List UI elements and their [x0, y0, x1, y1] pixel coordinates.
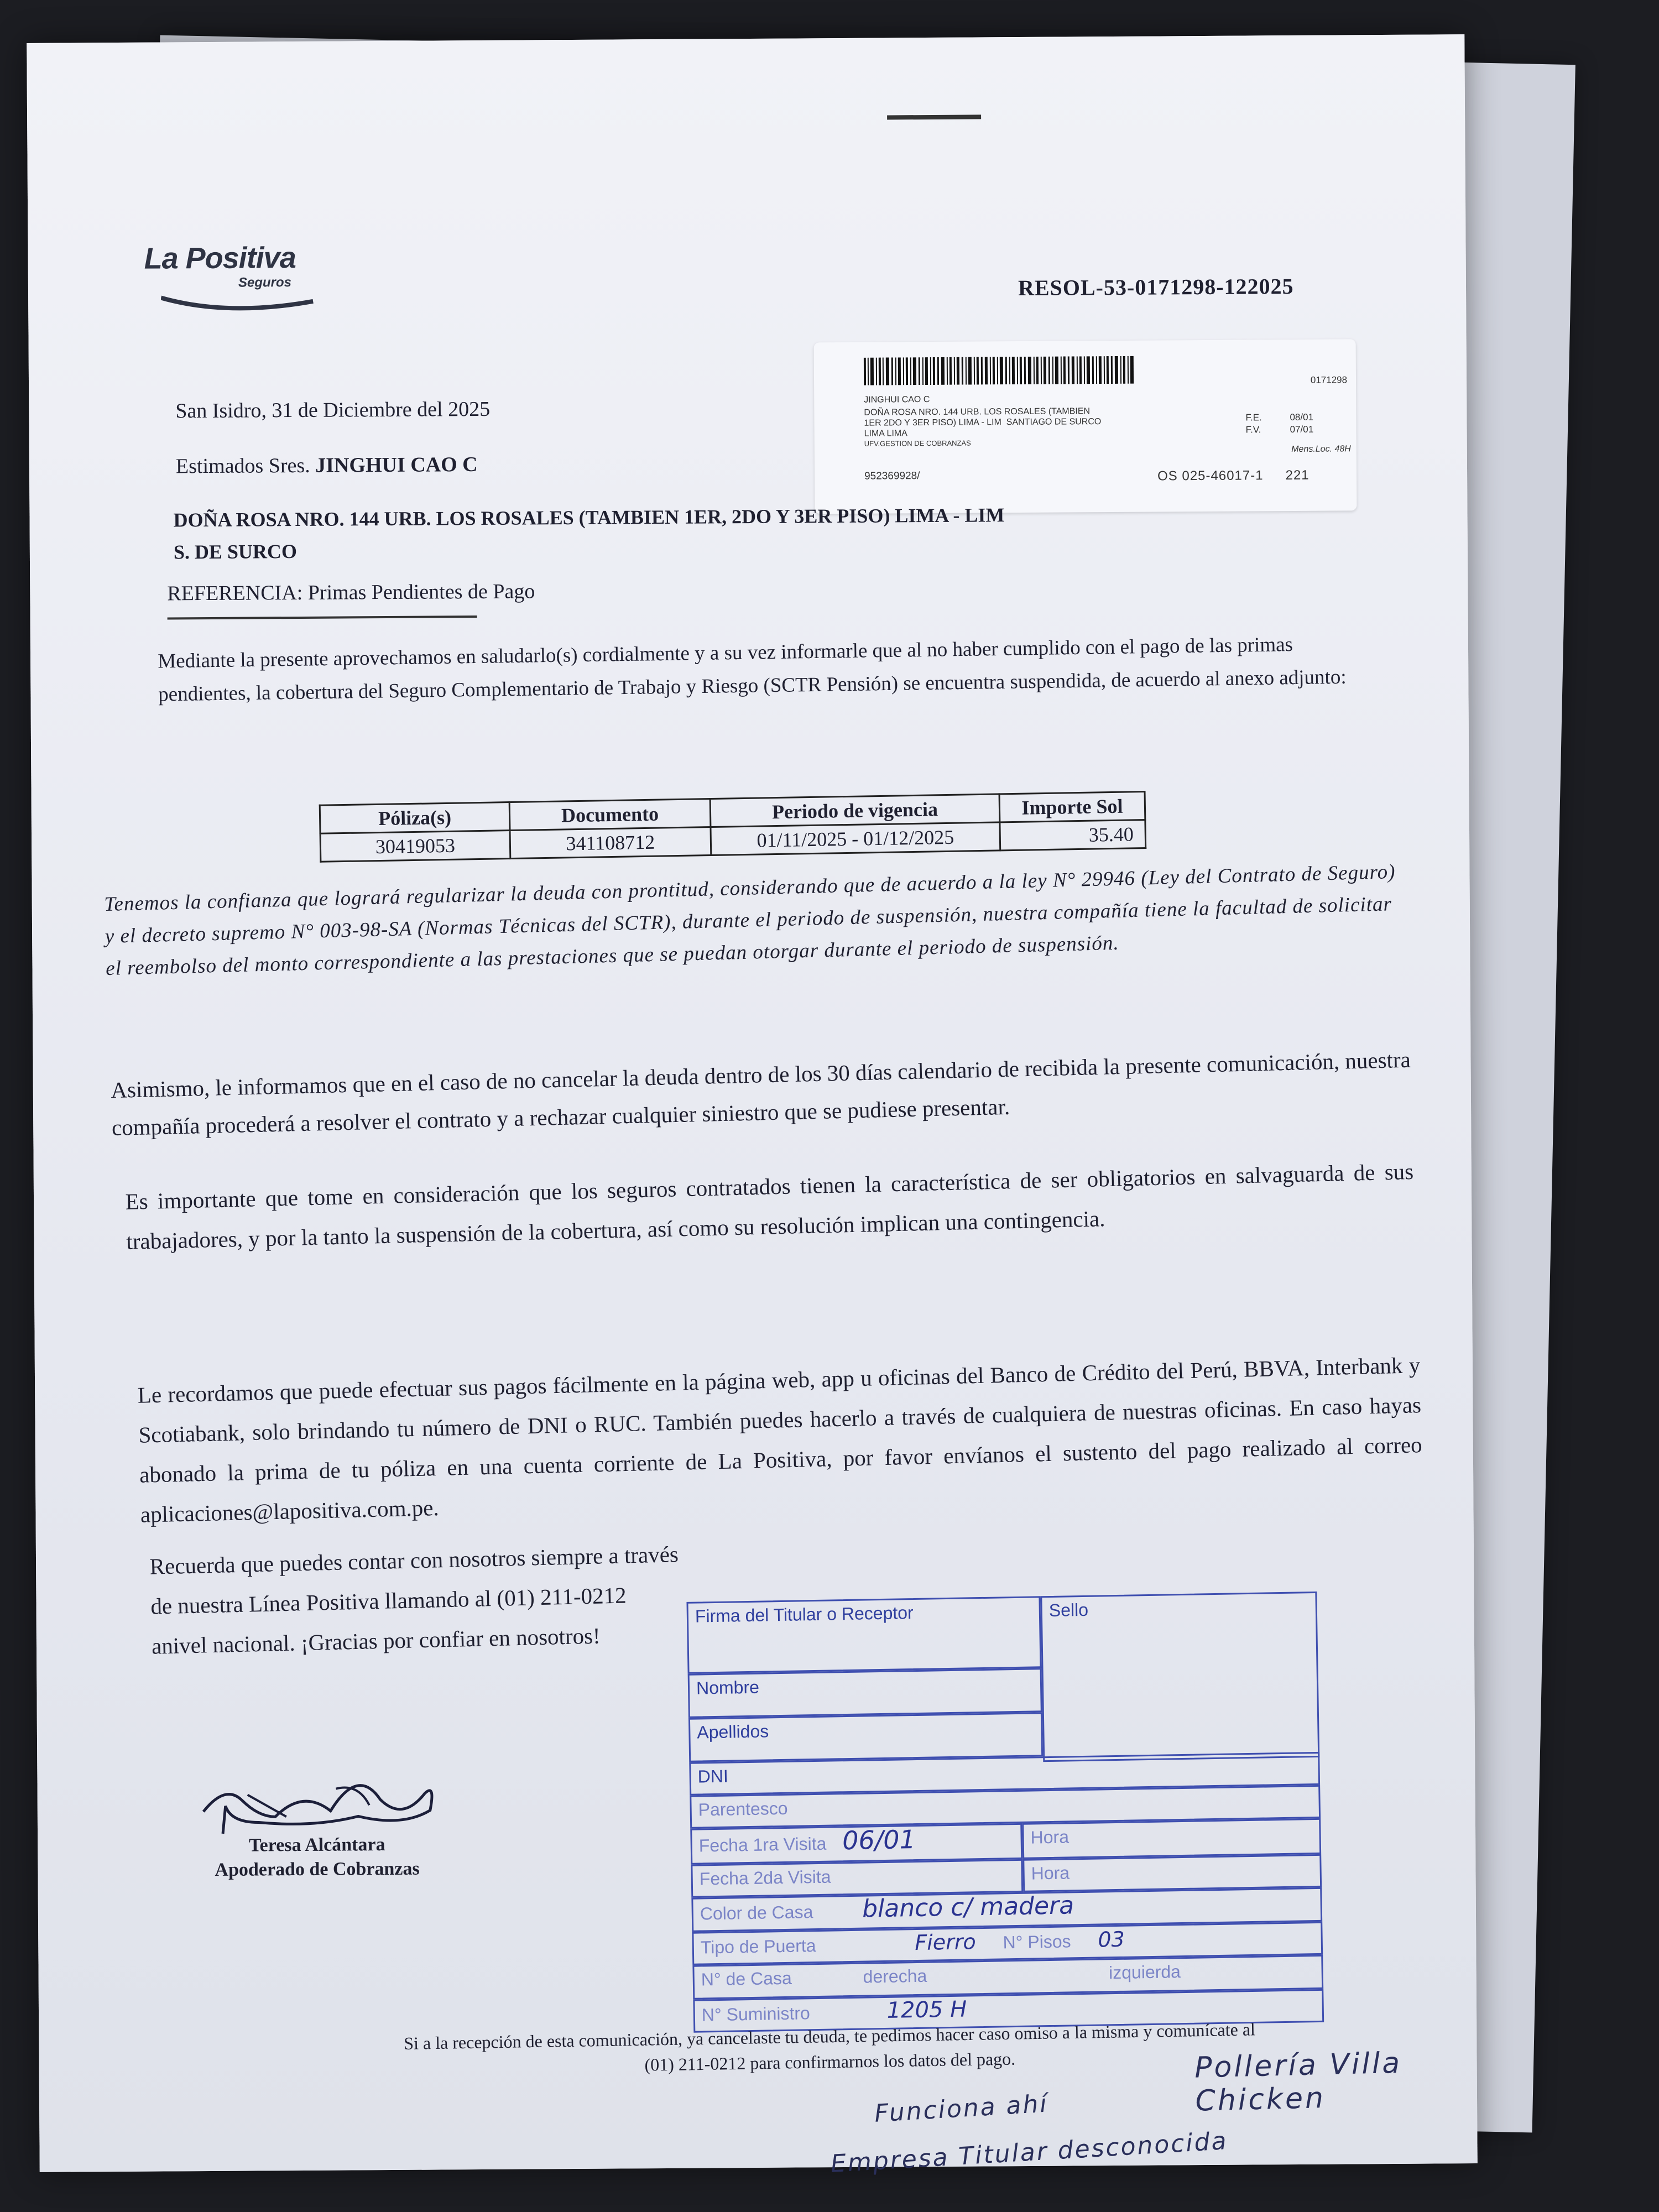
- label-number: 0171298: [1310, 374, 1348, 385]
- label-ruc: 952369928/: [864, 470, 920, 482]
- la-positiva-logo: [144, 240, 343, 341]
- reference-underline: [168, 615, 477, 619]
- os-code: 221: [1285, 467, 1310, 483]
- stamp-hora2: Hora: [1022, 1854, 1322, 1892]
- barcode-icon: [864, 356, 1135, 385]
- cell-poliza: 30419053: [320, 831, 510, 862]
- suministro-value: 1205 H: [886, 1996, 967, 2023]
- cell-importe: 35.40: [1000, 820, 1146, 851]
- cell-periodo: 01/11/2025 - 01/12/2025: [711, 822, 1000, 855]
- col-importe: Importe Sol: [999, 792, 1145, 822]
- resolution-code: RESOL-53-0171298-122025: [1018, 273, 1294, 301]
- label-address: DOÑA ROSA NRO. 144 URB. LOS ROSALES (TAMBIEN 1ER 2DO Y 3ER PISO) LIMA - LIM SANTIAGO DE SURCO LIMA LIMA: [864, 406, 1102, 439]
- puerta-label: Tipo de Puerta: [700, 1936, 816, 1958]
- logo-sub: Seguros: [238, 275, 292, 290]
- handwritten-note-2: Funciona ahí: [873, 2089, 1049, 2128]
- handwritten-note-3: Empresa Titular desconocida: [830, 2127, 1229, 2178]
- logo-swoosh-icon: [161, 291, 316, 315]
- stamp-dni: DNI: [689, 1752, 1320, 1796]
- paragraph-4: Es importante que tome en consideración que los seguros contratados tienen la característica de ser obligatorios en salvaguarda de sus trabajadores, y por la tanto la suspensión de la cobertura, así como su resolución implican una contingencia.: [125, 1159, 1414, 1254]
- stamp-parentesco: Parentesco: [690, 1785, 1321, 1829]
- puerta-value: Fierro: [914, 1929, 976, 1955]
- stamp-sello: Sello: [1040, 1592, 1319, 1762]
- label-os: [1157, 468, 1310, 484]
- fecha1-label: Fecha 1ra Visita: [698, 1833, 827, 1856]
- label-gestion: UFV.GESTION DE COBRANZAS: [864, 439, 971, 448]
- letter-date: San Isidro, 31 de Diciembre del 2025: [175, 397, 491, 423]
- col-periodo: Periodo de vigencia: [710, 794, 1000, 827]
- fv-label: F.V.: [1245, 424, 1261, 435]
- fecha1-value: 06/01: [842, 1824, 916, 1856]
- signer-block: [215, 1833, 420, 1882]
- paragraph-3: Asimismo, le informamos que en el caso de no cancelar la deuda dentro de los 30 días calendario de recibida la presente comunicación, nuestra compañía procederá a resolver el contrato y a rechazar cualquier siniestro que se pudiese presentar.: [110, 1046, 1411, 1141]
- fe-value: 08/01: [1290, 411, 1314, 423]
- stamp-nombre: Nombre: [688, 1668, 1042, 1718]
- pisos-value: 03: [1098, 1927, 1125, 1952]
- signer-name: Teresa Alcántara: [248, 1834, 385, 1856]
- footer-line-2: (01) 211-0212 para confirmarnos los datos del pago.: [644, 2048, 1016, 2075]
- cell-documento: 341108712: [510, 827, 711, 859]
- delivery-stamp: [686, 1592, 1335, 2033]
- stamp-hora1: Hora: [1022, 1818, 1321, 1859]
- greeting: [176, 452, 478, 478]
- izquierda-label: izquierda: [1108, 1961, 1181, 1983]
- casa-label: N° de Casa: [701, 1968, 792, 1990]
- fe-label: F.E.: [1245, 412, 1262, 423]
- stamp-fecha2: Fecha 2da Visita: [691, 1859, 1023, 1898]
- stamp-firma: Firma del Titular o Receptor: [686, 1596, 1041, 1674]
- mailing-label: [814, 339, 1357, 514]
- reference: REFERENCIA: Primas Pendientes de Pago: [167, 580, 535, 606]
- color-value: blanco c/ madera: [862, 1891, 1074, 1923]
- paragraph-5: Le recordamos que puede efectuar sus pagos fácilmente en la página web, app u oficinas del Banco de Crédito del Perú, BBVA, Interbank y Scotiabank, solo brindando tu número de DNI o RUC. También puedes hacerlo a través de cualquiera de nuestras oficinas. En caso hayas abonado la prima de tu póliza en una cuenta corriente de La Positiva, por favor envíanos el sustento del pago realizado al correo aplicaciones@lapositiva.com.pe.: [137, 1352, 1423, 1527]
- color-label: Color de Casa: [700, 1902, 813, 1924]
- address-line-1: DOÑA ROSA NRO. 144 URB. LOS ROSALES (TAMBIEN 1ER, 2DO Y 3ER PISO) LIMA - LIM: [173, 504, 1005, 531]
- address-line-2: S. DE SURCO: [173, 540, 298, 564]
- recipient-address: [173, 498, 1114, 568]
- label-name: JINGHUI CAO C: [864, 395, 930, 405]
- logo-name: La Positiva: [144, 241, 296, 275]
- handwritten-note-1: Pollería Villa Chicken: [1194, 2046, 1402, 2118]
- label-mens: Mens.Loc. 48H: [1291, 444, 1351, 455]
- paragraph-6: Recuerda que puedes contar con nosotros siempre a través de nuestra Línea Positiva llamando al (01) 211-0212 anivel nacional. ¡Gracias por confiar en nosotros!: [149, 1541, 679, 1659]
- label-dates: [1245, 411, 1313, 436]
- col-documento: Documento: [509, 799, 711, 831]
- os-number: OS 025-46017-1: [1157, 468, 1264, 484]
- letter-sheet: [27, 34, 1477, 2178]
- derecha-label: derecha: [863, 1965, 927, 1987]
- stamp-apellidos: Apellidos: [688, 1712, 1043, 1762]
- top-dash-mark: [887, 114, 981, 119]
- signer-title: Apoderado de Cobranzas: [215, 1858, 420, 1880]
- greeting-text: Estimados Sres.: [175, 453, 310, 478]
- col-poliza: Póliza(s): [320, 802, 510, 834]
- paragraph-1: Mediante la presente aprovechamos en saludarlo(s) cordialmente y a su vez informarle que al no haber cumplido con el pago de las primas pendientes, la cobertura del Seguro Complementario de Trabajo y Riesgo (SCTR Pensión) se encuentra suspendida, de acuerdo al anexo adjunto:: [158, 633, 1347, 706]
- pisos-label: N° Pisos: [1003, 1931, 1071, 1953]
- stamp-fecha1: [690, 1823, 1022, 1865]
- paragraph-2: Tenemos la confianza que logrará regularizar la deuda con prontitud, considerando que de acuerdo a la ley N° 29946 (Ley del Contrato de Seguro) y el decreto supremo N° 003-98-SA (Normas Técnicas del SCTR), durante el periodo de suspensión, nuestra compañía tiene la facultad de solicitar el reembolso del monto correspondiente a las prestaciones que se puedan otorgar durante el periodo de suspensión.: [103, 860, 1396, 980]
- fv-value: 07/01: [1290, 424, 1314, 435]
- policy-table: [319, 791, 1147, 863]
- greeting-name: JINGHUI CAO C: [315, 453, 478, 477]
- suministro-label: N° Suministro: [701, 2003, 811, 2025]
- footer-line-1: Si a la recepción de esta comunicación, ya cancelaste tu deuda, te pedimos hacer caso omiso a la misma y comunícate al: [403, 2019, 1256, 2053]
